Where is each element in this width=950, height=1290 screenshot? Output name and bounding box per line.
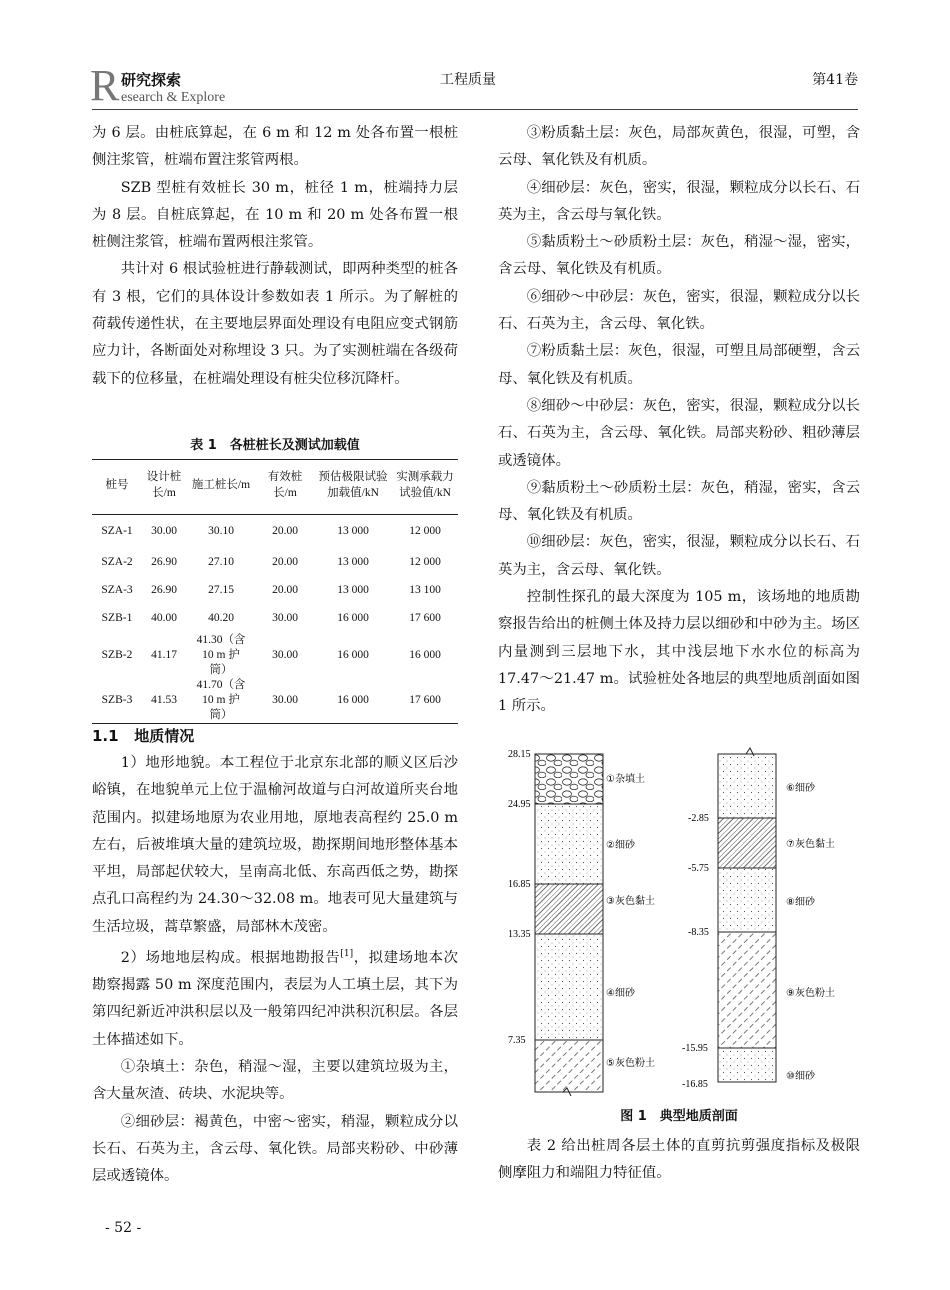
table-cell: SZB-3: [92, 678, 142, 724]
table-cell: 13 100: [409, 584, 441, 596]
paragraph: 共计对 6 根试验桩进行静载测试，即两种类型的桩各有 3 根，它们的具体设计参数如表 1 所示。为了解桩的荷载传递性状，在主要地层界面处理设有电阻应变式钢筋应力计，各断面处对称埋设 3 只。为了实测桩端在各级荷载下的位移量，在桩端处理设有桩尖位移沉降杆。: [92, 261, 458, 387]
left-column-text-lower: [92, 750, 458, 1191]
layer-grey-clay: [718, 818, 776, 868]
header-rule: [92, 109, 858, 110]
table-cell: SZA-2: [101, 556, 133, 568]
layer-fine-sand: [718, 754, 776, 818]
elevation-label: 7.35: [508, 1035, 526, 1046]
layer-grey-silt: [535, 1040, 603, 1092]
left-column-text: [92, 120, 458, 393]
paragraph: ⑤黏质粉土～砂质粉土层：灰色，稍湿～湿，密实，含云母、氧化铁及有机质。: [498, 234, 860, 278]
table-cell: 30.00: [272, 648, 298, 661]
table-cell: 13 000: [337, 584, 369, 596]
section-title: 地质情况: [134, 727, 195, 745]
table-cell: 27.10: [208, 556, 234, 568]
layer-label: ③灰色黏土: [606, 896, 655, 907]
table-cell: 27.15: [208, 584, 234, 596]
elevation-label: 13.35: [508, 929, 531, 940]
paragraph: 为 6 层。由桩底算起，在 6 m 和 12 m 处各布置一根桩侧注浆管，桩端布置注浆管两根。: [92, 125, 458, 169]
layer-fine-sand: [718, 1048, 776, 1082]
table-cell: 41.30（含10 m 护筒）: [196, 633, 246, 676]
layer-label: ④细砂: [606, 988, 635, 999]
elevation-label: -2.85: [688, 813, 709, 824]
elevation-label: -8.35: [688, 927, 709, 938]
volume-label: 第41卷: [812, 72, 858, 88]
table-cell: SZB-2: [101, 648, 133, 661]
table-row: [92, 515, 458, 549]
table-header: 有效桩长/m: [256, 460, 314, 515]
table-header: 预估极限试验加载值/kN: [314, 460, 392, 515]
paragraph: ③粉质黏土层：灰色，局部灰黄色，很湿，可塑，含云母、氧化铁及有机质。: [498, 125, 860, 169]
figure-caption: 图 1 典型地质剖面: [620, 1109, 738, 1124]
table-cell: 13 000: [337, 525, 369, 538]
table-row: [92, 633, 458, 678]
table-row: [92, 577, 458, 605]
table-cell: 17 600: [392, 678, 458, 724]
layer-grey-clay: [535, 884, 603, 934]
table-cell: 30.00: [256, 678, 314, 724]
table-cell: 26.90: [151, 584, 177, 596]
journal-logo-letter: R: [90, 61, 120, 110]
table-caption: 表 1 各桩桩长及测试加载值: [190, 438, 360, 453]
profile-column-1: [535, 754, 603, 1096]
table-header: 实测承载力试验值/kN: [392, 460, 458, 515]
table-row: [92, 549, 458, 577]
profile-column-2: [718, 748, 776, 1082]
table-cell: SZB-1: [101, 612, 133, 624]
section-header: 工程质量: [440, 72, 496, 88]
page-number: - 52 -: [105, 1220, 142, 1236]
paragraph: [92, 941, 458, 1054]
table-cell: 30.10: [208, 525, 234, 538]
table-cell: SZA-3: [101, 584, 133, 596]
layer-label: ⑨灰色粉土: [786, 988, 835, 999]
paragraph: ②细砂层：褐黄色，中密～密实，稍湿，颗粒成分以长石、石英为主，含云母、氧化铁。局部夹粉砂、中砂薄层或透镜体。: [92, 1113, 458, 1185]
table-cell: 30.00: [151, 525, 177, 538]
elevation-label: -5.75: [688, 863, 709, 874]
table-cell: 16 000: [337, 648, 369, 661]
paragraph-text: 2）场地地层构成。根据地勘报告: [120, 949, 341, 966]
layer-fill-fill: [535, 754, 603, 804]
paragraph: SZB 型桩有效桩长 30 m，桩径 1 m，桩端持力层为 8 层。自桩底算起，在 10 m 和 20 m 处各布置一根桩侧注浆管，桩端布置两根注浆管。: [92, 179, 458, 251]
layer-fine-sand: [718, 868, 776, 932]
layer-label: ⑤灰色粉土: [606, 1058, 655, 1069]
right-column-text: [498, 120, 860, 721]
paragraph: ①杂填土：杂色，稍湿～湿，主要以建筑垃圾为主，含大量灰渣、砖块、水泥块等。: [92, 1059, 458, 1103]
table-cell: SZA-1: [101, 525, 133, 538]
paragraph: 控制性探孔的最大深度为 105 m，该场地的地质勘察报告给出的桩侧土体及持力层以细砂和中砂为主。场区内量测到三层地下水，其中浅层地下水水位的标高为17.47～21.47 m。试验桩处各地层的典型地质剖面如图 1 所示。: [498, 589, 860, 715]
layer-label: ⑦灰色黏土: [786, 839, 835, 850]
table-cell: 40.20: [208, 612, 234, 624]
section-heading: [92, 725, 194, 746]
layer-label: ②细砂: [606, 840, 635, 851]
paragraph: ⑧细砂～中砂层：灰色，密实，很湿，颗粒成分以长石、石英为主，含云母、氧化铁。局部夹粉砂、粗砂薄层或透镜体。: [498, 397, 860, 469]
table-header: 设计桩长/m: [142, 460, 186, 515]
paragraph-text: ，拟建场地本次勘察揭露 50 m 深度范围内，表层为人工填土层，其下为第四纪新近冲洪积层以及一般第四纪冲洪积沉积层。各层土体描述如下。: [92, 949, 458, 1048]
paragraph: ⑦粉质黏土层：灰色，很湿，可塑且局部硬塑，含云母、氧化铁及有机质。: [498, 343, 860, 387]
layer-label: ⑥细砂: [786, 783, 815, 794]
table-cell: 20.00: [272, 556, 298, 568]
table-cell: 41.70（含10 m 护筒）: [186, 678, 256, 724]
paragraph: ⑩细砂层：灰色，密实，很湿，颗粒成分以长石、石英为主，含云母、氧化铁。: [498, 534, 860, 578]
table-cell: 20.00: [272, 584, 298, 596]
layer-label: ⑧细砂: [786, 897, 815, 908]
table-header: 施工桩长/m: [186, 460, 256, 515]
paragraph: ⑥细砂～中砂层：灰色，密实，很湿，颗粒成分以长石、石英为主，含云母、氧化铁。: [498, 288, 860, 333]
geologic-profile-figure: [498, 742, 860, 1098]
elevation-label: 28.15: [508, 749, 531, 760]
elevation-label: -16.85: [682, 1079, 708, 1090]
table-cell: 41.53: [142, 678, 186, 724]
pile-parameters-table: [92, 459, 458, 724]
journal-name-en: esearch & Explore: [121, 90, 226, 105]
table-cell: 41.17: [151, 648, 177, 661]
section-number: 1.1: [92, 727, 119, 745]
table-cell: 26.90: [151, 556, 177, 568]
paragraph: 1）地形地貌。本工程位于北京东北部的顺义区后沙峪镇，在地貌单元上位于温榆河故道与白河故道所夹台地范围内。拟建场地原为农业用地，原地表高程约 25.0 m 左右，后被堆填大量的建筑垃圾，勘探期间地形整体基本平坦，局部起伏较大，呈南高北低、东高西低之势，勘探点孔口高程约为 24.30～32.08 m。地表可见大量建筑与生活垃圾，蒿草繁盛，局部林木茂密。: [92, 755, 458, 935]
layer-label: ①杂填土: [606, 774, 645, 785]
table-header: 桩号: [92, 460, 142, 515]
table-cell: 40.00: [151, 612, 177, 624]
layer-fine-sand: [535, 804, 603, 884]
layer-label: ⑩细砂: [786, 1071, 815, 1082]
table-cell: 17 600: [409, 612, 441, 624]
right-column-text-lower: [498, 1133, 860, 1188]
table-row: [92, 678, 458, 724]
table-row: [92, 605, 458, 633]
elevation-label: 16.85: [508, 879, 531, 890]
table-cell: 12 000: [409, 556, 441, 568]
table-cell: 12 000: [409, 525, 441, 538]
journal-name-cn: 研究探索: [121, 71, 182, 89]
paragraph: ⑨黏质粉土～砂质粉土层：灰色，稍湿，密实，含云母、氧化铁及有机质。: [498, 479, 860, 524]
layer-fine-sand: [535, 934, 603, 1040]
table-cell: 16 000: [314, 678, 392, 724]
layer-grey-silt: [718, 932, 776, 1048]
paragraph: 表 2 给出桩周各层土体的直剪抗剪强度指标及极限侧摩阻力和端阻力特征值。: [498, 1138, 860, 1182]
elevation-label: -15.95: [682, 1043, 708, 1054]
paragraph: ④细砂层：灰色，密实，很湿，颗粒成分以长石、石英为主，含云母与氧化铁。: [498, 179, 860, 223]
reference-mark: [1]: [340, 949, 354, 960]
table-cell: 16 000: [409, 648, 441, 661]
table-cell: 16 000: [337, 612, 369, 624]
elevation-label: 24.95: [508, 799, 531, 810]
table-cell: 30.00: [272, 612, 298, 624]
table-cell: 13 000: [337, 556, 369, 568]
table-cell: 20.00: [272, 525, 298, 538]
